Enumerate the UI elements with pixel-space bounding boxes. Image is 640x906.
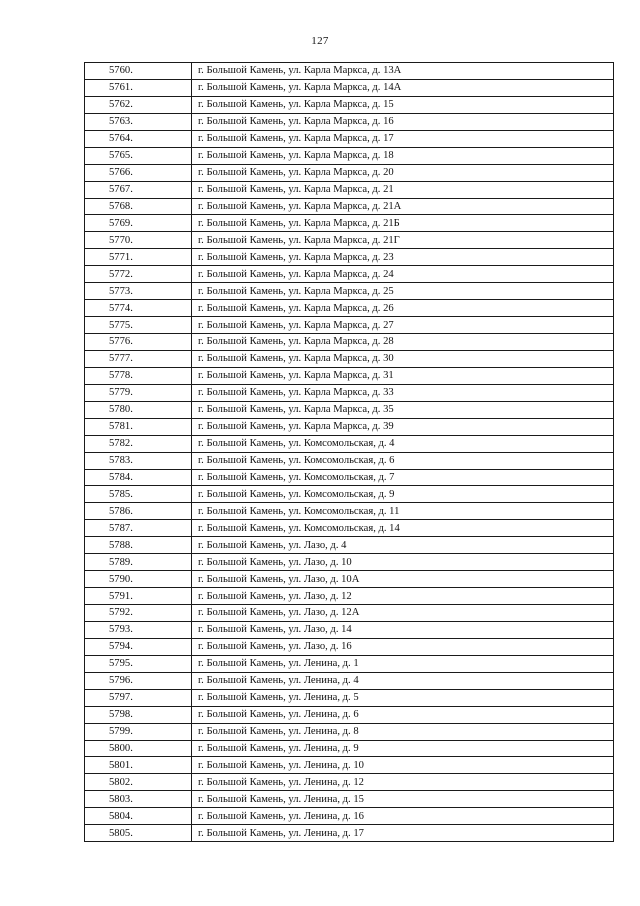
row-address: г. Большой Камень, ул. Карла Маркса, д. 31 [192, 367, 614, 384]
row-address: г. Большой Камень, ул. Ленина, д. 9 [192, 740, 614, 757]
row-address: г. Большой Камень, ул. Карла Маркса, д. 15 [192, 96, 614, 113]
row-address: г. Большой Камень, ул. Лазо, д. 4 [192, 537, 614, 554]
table-row [85, 130, 614, 147]
row-number: 5761. [85, 79, 192, 96]
row-address: г. Большой Камень, ул. Карла Маркса, д. 21А [192, 198, 614, 215]
table-row [85, 147, 614, 164]
row-number: 5769. [85, 215, 192, 232]
table-row [85, 79, 614, 96]
table-row [85, 283, 614, 300]
table-row [85, 808, 614, 825]
row-address: г. Большой Камень, ул. Ленина, д. 12 [192, 774, 614, 791]
row-number: 5775. [85, 317, 192, 334]
row-address: г. Большой Камень, ул. Карла Маркса, д. 17 [192, 130, 614, 147]
table-row [85, 198, 614, 215]
page-number: 127 [311, 35, 329, 47]
row-address: г. Большой Камень, ул. Карла Маркса, д. 21 [192, 181, 614, 198]
row-address: г. Большой Камень, ул. Лазо, д. 12А [192, 605, 614, 622]
row-number: 5791. [85, 588, 192, 605]
table-row [85, 689, 614, 706]
row-address: г. Большой Камень, ул. Карла Маркса, д. 20 [192, 164, 614, 181]
table-row [85, 418, 614, 435]
row-number: 5800. [85, 740, 192, 757]
row-number: 5799. [85, 723, 192, 740]
row-address: г. Большой Камень, ул. Карла Маркса, д. 21Г [192, 232, 614, 249]
table-row [85, 334, 614, 351]
row-address: г. Большой Камень, ул. Комсомольская, д. 4 [192, 435, 614, 452]
table-row [85, 706, 614, 723]
table-row [85, 605, 614, 622]
row-address: г. Большой Камень, ул. Карла Маркса, д. 21Б [192, 215, 614, 232]
row-number: 5762. [85, 96, 192, 113]
row-address: г. Большой Камень, ул. Карла Маркса, д. 24 [192, 266, 614, 283]
table-row [85, 249, 614, 266]
row-number: 5781. [85, 418, 192, 435]
table-row [85, 774, 614, 791]
row-address: г. Большой Камень, ул. Комсомольская, д. 14 [192, 520, 614, 537]
row-address: г. Большой Камень, ул. Ленина, д. 4 [192, 672, 614, 689]
row-number: 5774. [85, 300, 192, 317]
table-row [85, 181, 614, 198]
row-address: г. Большой Камень, ул. Ленина, д. 16 [192, 808, 614, 825]
row-number: 5803. [85, 791, 192, 808]
table-row [85, 113, 614, 130]
table-row [85, 503, 614, 520]
table-row [85, 215, 614, 232]
table-row [85, 520, 614, 537]
table-row [85, 571, 614, 588]
row-address: г. Большой Камень, ул. Карла Маркса, д. 30 [192, 350, 614, 367]
row-number: 5796. [85, 672, 192, 689]
row-number: 5793. [85, 621, 192, 638]
address-table [84, 62, 614, 842]
row-number: 5798. [85, 706, 192, 723]
row-address: г. Большой Камень, ул. Комсомольская, д. 9 [192, 486, 614, 503]
table-row [85, 384, 614, 401]
row-number: 5766. [85, 164, 192, 181]
address-table-body [85, 63, 614, 842]
row-number: 5780. [85, 401, 192, 418]
row-number: 5805. [85, 825, 192, 842]
row-number: 5782. [85, 435, 192, 452]
row-address: г. Большой Камень, ул. Карла Маркса, д. 13А [192, 63, 614, 80]
row-number: 5783. [85, 452, 192, 469]
row-address: г. Большой Камень, ул. Карла Маркса, д. 23 [192, 249, 614, 266]
table-row [85, 350, 614, 367]
row-number: 5784. [85, 469, 192, 486]
table-row [85, 300, 614, 317]
row-address: г. Большой Камень, ул. Карла Маркса, д. 25 [192, 283, 614, 300]
row-address: г. Большой Камень, ул. Карла Маркса, д. 18 [192, 147, 614, 164]
table-row [85, 452, 614, 469]
table-row [85, 266, 614, 283]
row-number: 5770. [85, 232, 192, 249]
row-address: г. Большой Камень, ул. Лазо, д. 10А [192, 571, 614, 588]
table-row [85, 554, 614, 571]
row-address: г. Большой Камень, ул. Комсомольская, д. 7 [192, 469, 614, 486]
row-address: г. Большой Камень, ул. Карла Маркса, д. 28 [192, 334, 614, 351]
row-address: г. Большой Камень, ул. Карла Маркса, д. 16 [192, 113, 614, 130]
row-address: г. Большой Камень, ул. Комсомольская, д. 11 [192, 503, 614, 520]
row-address: г. Большой Камень, ул. Карла Маркса, д. 26 [192, 300, 614, 317]
row-number: 5776. [85, 334, 192, 351]
table-row [85, 401, 614, 418]
row-address: г. Большой Камень, ул. Лазо, д. 12 [192, 588, 614, 605]
table-row [85, 317, 614, 334]
row-number: 5771. [85, 249, 192, 266]
table-row [85, 757, 614, 774]
row-address: г. Большой Камень, ул. Лазо, д. 16 [192, 638, 614, 655]
row-number: 5765. [85, 147, 192, 164]
row-number: 5779. [85, 384, 192, 401]
row-address: г. Большой Камень, ул. Ленина, д. 10 [192, 757, 614, 774]
row-address: г. Большой Камень, ул. Ленина, д. 8 [192, 723, 614, 740]
row-address: г. Большой Камень, ул. Ленина, д. 15 [192, 791, 614, 808]
table-row [85, 791, 614, 808]
table-row [85, 825, 614, 842]
row-number: 5788. [85, 537, 192, 554]
table-row [85, 96, 614, 113]
row-number: 5768. [85, 198, 192, 215]
row-address: г. Большой Камень, ул. Карла Маркса, д. 33 [192, 384, 614, 401]
table-row [85, 621, 614, 638]
row-address: г. Большой Камень, ул. Ленина, д. 6 [192, 706, 614, 723]
row-address: г. Большой Камень, ул. Ленина, д. 1 [192, 655, 614, 672]
row-address: г. Большой Камень, ул. Ленина, д. 17 [192, 825, 614, 842]
row-address: г. Большой Камень, ул. Комсомольская, д. 6 [192, 452, 614, 469]
row-number: 5790. [85, 571, 192, 588]
row-number: 5795. [85, 655, 192, 672]
table-row [85, 723, 614, 740]
row-number: 5794. [85, 638, 192, 655]
row-number: 5786. [85, 503, 192, 520]
table-row [85, 655, 614, 672]
row-number: 5801. [85, 757, 192, 774]
row-number: 5787. [85, 520, 192, 537]
row-address: г. Большой Камень, ул. Карла Маркса, д. 27 [192, 317, 614, 334]
table-row [85, 486, 614, 503]
row-number: 5785. [85, 486, 192, 503]
row-number: 5764. [85, 130, 192, 147]
row-address: г. Большой Камень, ул. Ленина, д. 5 [192, 689, 614, 706]
table-row [85, 232, 614, 249]
table-row [85, 537, 614, 554]
row-number: 5767. [85, 181, 192, 198]
row-number: 5772. [85, 266, 192, 283]
row-number: 5797. [85, 689, 192, 706]
table-row [85, 672, 614, 689]
row-number: 5773. [85, 283, 192, 300]
row-number: 5778. [85, 367, 192, 384]
row-number: 5777. [85, 350, 192, 367]
row-address: г. Большой Камень, ул. Карла Маркса, д. 35 [192, 401, 614, 418]
table-row [85, 469, 614, 486]
table-row [85, 164, 614, 181]
table-row [85, 740, 614, 757]
table-row [85, 63, 614, 80]
row-address: г. Большой Камень, ул. Лазо, д. 14 [192, 621, 614, 638]
table-row [85, 435, 614, 452]
table-row [85, 367, 614, 384]
row-address: г. Большой Камень, ул. Карла Маркса, д. 14А [192, 79, 614, 96]
row-number: 5792. [85, 605, 192, 622]
row-address: г. Большой Камень, ул. Лазо, д. 10 [192, 554, 614, 571]
row-number: 5763. [85, 113, 192, 130]
row-number: 5804. [85, 808, 192, 825]
row-number: 5760. [85, 63, 192, 80]
table-row [85, 638, 614, 655]
row-number: 5802. [85, 774, 192, 791]
row-address: г. Большой Камень, ул. Карла Маркса, д. 39 [192, 418, 614, 435]
table-row [85, 588, 614, 605]
row-number: 5789. [85, 554, 192, 571]
